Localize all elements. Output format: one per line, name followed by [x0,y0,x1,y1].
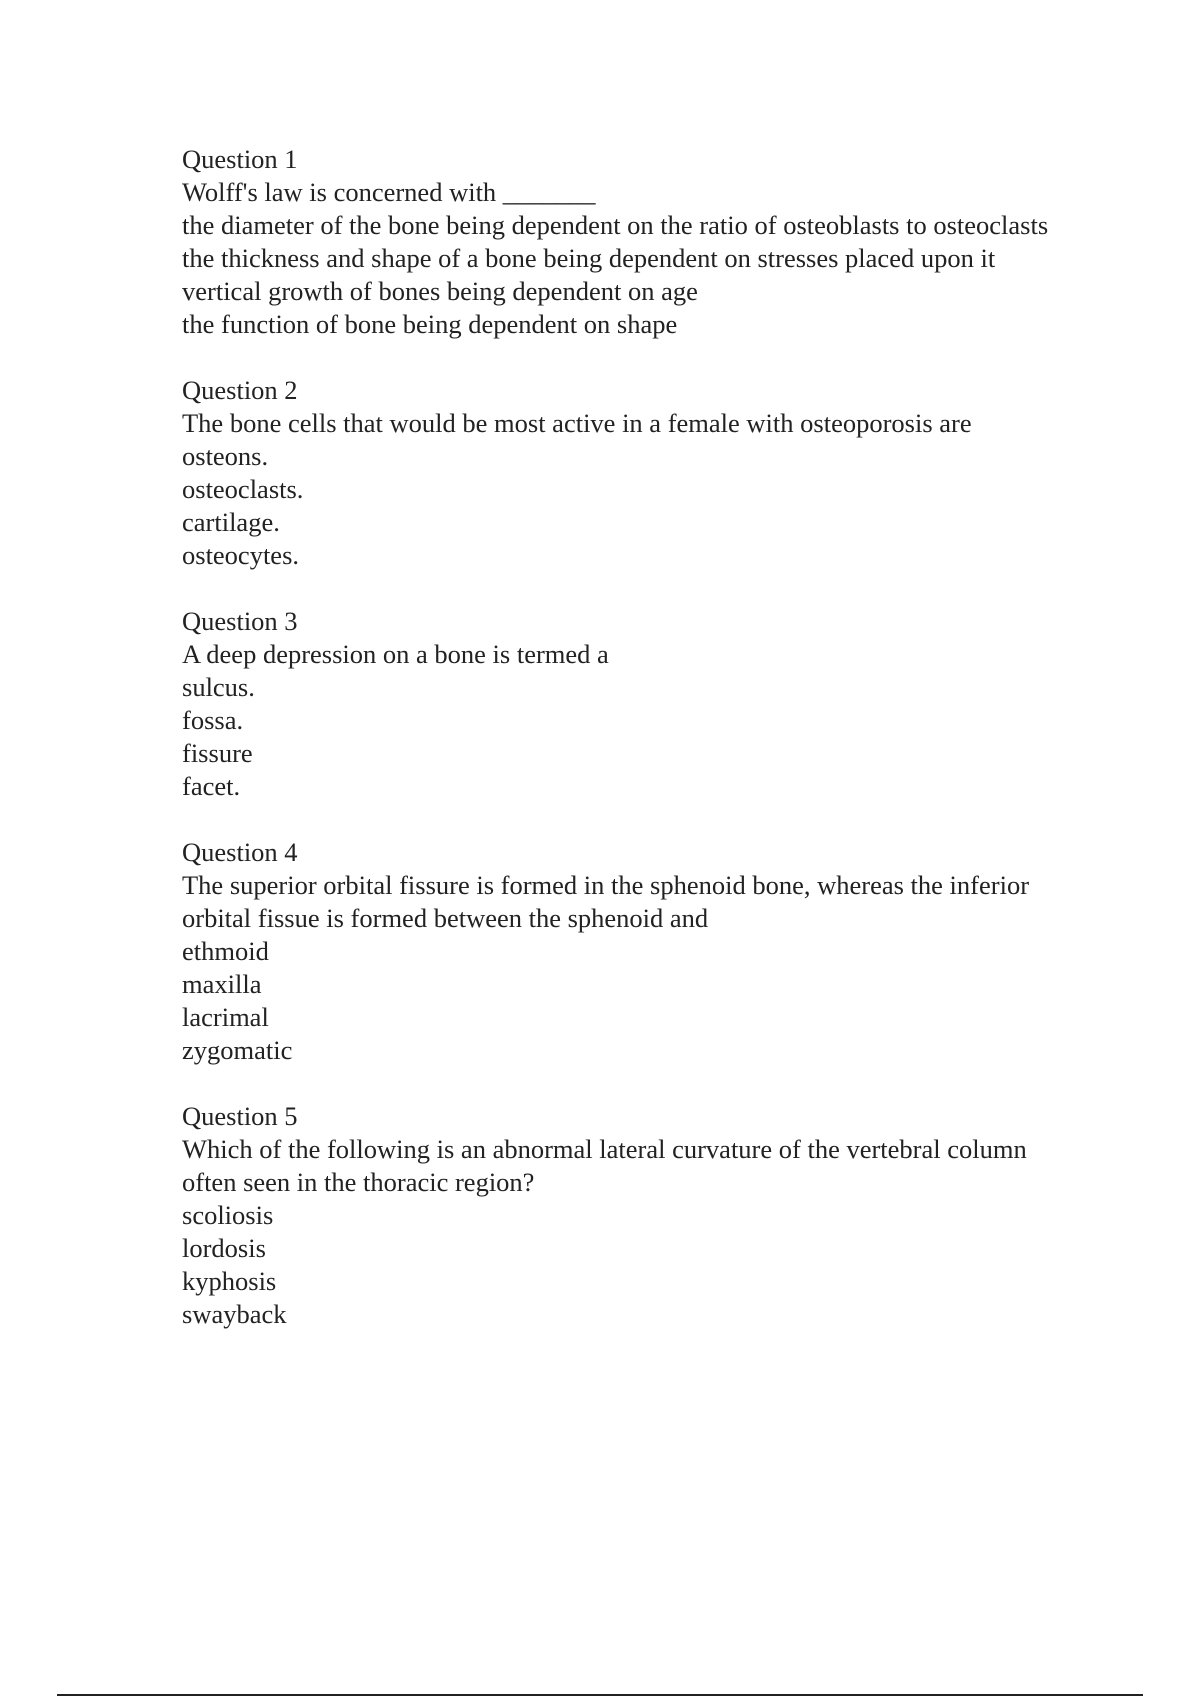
question-text: Which of the following is an abnormal lateral curvature of the vertebral column often seen in the thoracic region? [182,1134,1027,1197]
question-4 [182,836,1062,1067]
answer-option: swayback [182,1299,287,1329]
question-1 [182,143,1062,341]
answer-option: facet. [182,771,241,801]
question-title: Question 4 [182,837,298,867]
question-text: The bone cells that would be most active in a female with osteoporosis are [182,408,972,438]
answer-option: osteocytes. [182,540,300,570]
answer-option: the thickness and shape of a bone being dependent on stresses placed upon it [182,243,996,273]
answer-option: lacrimal [182,1002,269,1032]
answer-option: osteons. [182,441,269,471]
answer-option: the function of bone being dependent on shape [182,309,678,339]
question-title: Question 3 [182,606,298,636]
answer-option: scoliosis [182,1200,274,1230]
question-list [182,143,1062,1364]
question-text: Wolff's law is concerned with _______ [182,177,596,207]
question-2 [182,374,1062,572]
answer-option: sulcus. [182,672,255,702]
answer-option: cartilage. [182,507,280,537]
answer-option: fissure [182,738,253,768]
answer-option: fossa. [182,705,244,735]
question-title: Question 5 [182,1101,298,1131]
question-5 [182,1100,1062,1331]
answer-option: the diameter of the bone being dependent on the ratio of osteoblasts to osteoclasts [182,210,1049,240]
question-text: The superior orbital fissure is formed in the sphenoid bone, whereas the inferior orbital fissue is formed between the sphenoid and [182,870,1030,933]
answer-option: lordosis [182,1233,266,1263]
question-3 [182,605,1062,803]
footer-divider [57,1694,1143,1696]
question-title: Question 1 [182,144,298,174]
question-title: Question 2 [182,375,298,405]
answer-option: ethmoid [182,936,269,966]
answer-option: kyphosis [182,1266,277,1296]
answer-option: osteoclasts. [182,474,304,504]
answer-option: maxilla [182,969,262,999]
answer-option: vertical growth of bones being dependent on age [182,276,698,306]
question-text: A deep depression on a bone is termed a [182,639,609,669]
answer-option: zygomatic [182,1035,293,1065]
